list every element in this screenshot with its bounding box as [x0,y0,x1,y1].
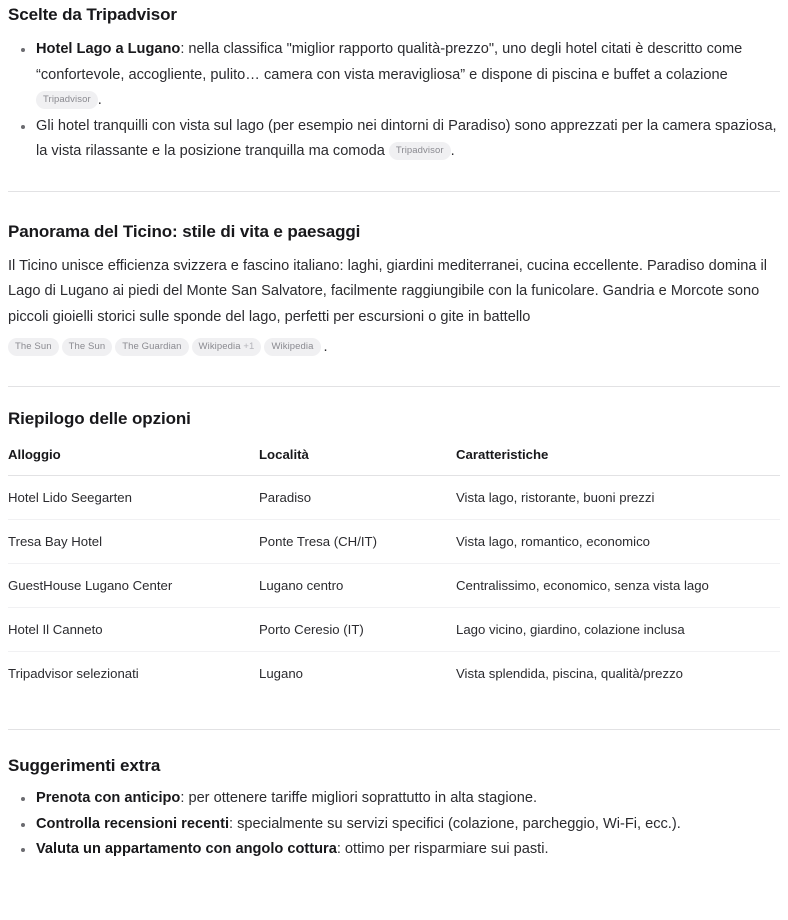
section-title-suggerimenti: Suggerimenti extra [8,756,161,775]
table-row [8,608,780,652]
list-item-text: : specialmente su servizi specifici (colazione, parcheggio, Wi-Fi, ecc.). [229,815,681,832]
cell-localita: Paradiso [259,476,456,520]
list-item-lead: Hotel Lago a Lugano [36,41,181,57]
citation-chip[interactable]: The Sun [8,338,59,356]
tripadvisor-bullet-list [8,37,780,165]
list-item [8,114,780,165]
suggerimenti-bullet-list [8,786,780,863]
cell-localita: Porto Ceresio (IT) [259,608,456,652]
citation-chip[interactable]: The Guardian [115,338,188,356]
section-title-riepilogo: Riepilogo delle opzioni [8,409,191,428]
table-row [8,476,780,520]
table-row [8,564,780,608]
list-item-text: : ottimo per risparmiare sui pasti. [336,841,549,857]
citation-chip[interactable]: Tripadvisor [36,91,98,109]
list-item-lead: Valuta un appartamento con angolo cottura [36,841,337,857]
list-item-text: Gli hotel tranquilli con vista sul lago (per esempio nei dintorni di Paradiso) sono apprezzati per la camera spaziosa, la vista rilassante e la posizione tranquilla ma comoda [36,117,777,159]
section-title-panorama: Panorama del Ticino: stile di vita e paesaggi [8,221,361,241]
cell-caratteristiche: Vista splendida, piscina, qualità/prezzo [456,666,684,681]
column-header-localita: Località [259,447,456,476]
column-header-caratteristiche: Caratteristiche [456,447,780,476]
citation-chip[interactable]: Wikipedia +1 [192,338,262,356]
cell-caratteristiche: Vista lago, ristorante, buoni prezzi [456,476,780,520]
citation-chip[interactable]: Tripadvisor [389,142,451,160]
summary-table [8,447,780,695]
cell-localita: Lugano centro [259,564,456,608]
chip-row-tail: . [323,339,328,355]
list-item [8,812,780,838]
table-row [8,652,780,696]
list-item-tail: . [97,92,102,108]
column-header-alloggio: Alloggio [8,447,259,476]
cell-caratteristiche: Centralissimo, economico, senza vista lago [456,564,780,608]
table-header-row [8,447,780,476]
list-item-lead: Prenota con anticipo [36,790,181,806]
cell-caratteristiche: Vista lago, romantico, economico [456,520,780,564]
section-title-tripadvisor: Scelte da Tripadvisor [8,5,177,24]
citation-chip[interactable]: Wikipedia [264,338,320,356]
panorama-paragraph: Il Ticino unisce efficienza svizzera e fascino italiano: laghi, giardini mediterranei, cucina eccellente. Paradiso domina il Lago di Lugano ai piedi del Monte San Salvatore, facilmente raggiungibile con la funicolare. Gandria e Morcote sono piccoli gioielli storici sulle sponde del lago, perfetti per escursioni o gite in battello [8,257,768,325]
list-item-tail: . [450,143,455,159]
list-item [8,786,780,812]
cell-alloggio: Tripadvisor selezionati [8,666,139,681]
list-item [8,37,780,114]
citation-chip[interactable]: The Sun [62,338,113,356]
cell-alloggio: GuestHouse Lugano Center [8,564,259,608]
citation-chip-extra: +1 [243,341,255,352]
list-item-text: : nella classifica "miglior rapporto qualità-prezzo", uno degli hotel citati è descritto come “confortevole, accogliente, pulito… camera con vista meravigliosa” e dispone di piscina e buffet a colazione [36,41,743,83]
cell-alloggio: Tresa Bay Hotel [8,520,259,564]
cell-localita: Ponte Tresa (CH/IT) [259,520,456,564]
cell-alloggio: Hotel Il Canneto [8,608,259,652]
cell-alloggio: Hotel Lido Seegarten [8,476,259,520]
citation-chip-row [8,338,780,356]
list-item-text: : per ottenere tariffe migliori soprattutto in alta stagione. [180,790,538,806]
list-item [8,837,780,863]
list-item-lead: Controlla recensioni recenti [36,815,230,832]
table-row [8,520,780,564]
cell-localita: Lugano [259,666,304,681]
cell-caratteristiche: Lago vicino, giardino, colazione inclusa [456,608,780,652]
